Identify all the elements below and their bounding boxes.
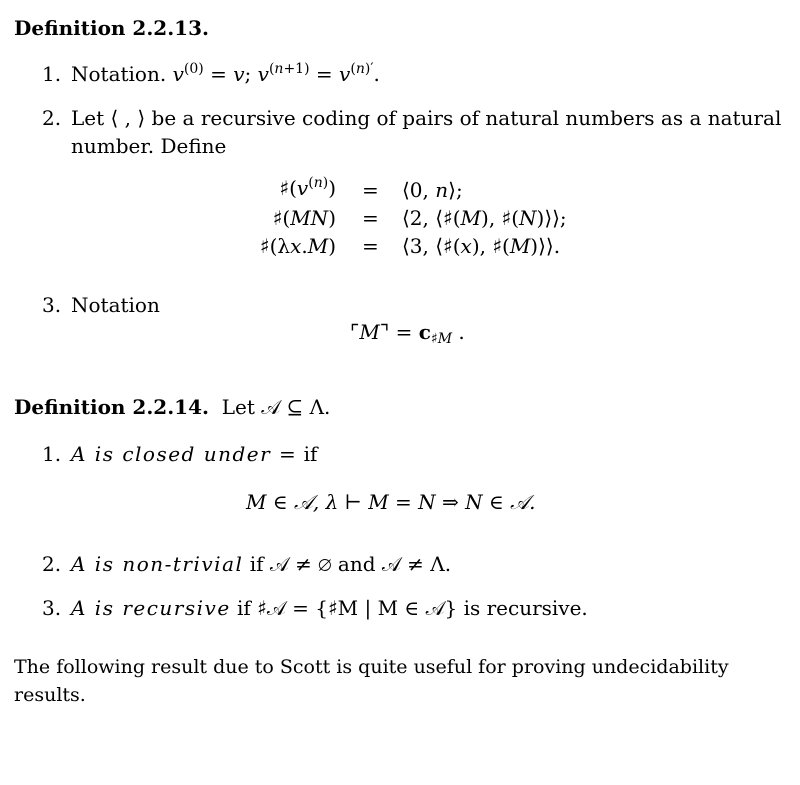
item-3-number: 3.: [42, 293, 62, 317]
item-2-line1: Let ⟨ , ⟩ be a recursive coding of pairs of natural numbers as a natural: [71, 106, 782, 130]
def2-item-3-number: 3.: [42, 596, 62, 620]
definition-2-2-14-heading: [14, 397, 330, 417]
closure-display-formula: M ∈ 𝒜, λ ⊢ M = N ⇒ N ∈ 𝒜.: [246, 490, 536, 514]
eq-row-1-rhs: ⟨0, n⟩;: [402, 178, 463, 202]
item-2-line2: number. Define: [71, 134, 227, 158]
item-2-number: 2.: [42, 106, 62, 130]
item-1-number: 1.: [42, 62, 62, 86]
item-3-text: Notation: [71, 293, 160, 317]
def2-item-1-number: 1.: [42, 442, 62, 466]
eq-row-3-lhs: ♯(λx.M): [259, 234, 336, 258]
non-trivial-rest: if 𝒜 ≠ ∅ and 𝒜 ≠ Λ.: [249, 552, 452, 576]
def2-item-3-text: [71, 598, 588, 618]
def2-item-2-text: [71, 554, 451, 574]
eq-row-1-lhs: $♯(v^{(n)})$: [279, 175, 336, 200]
closed-under-term: A is closed under =: [71, 442, 298, 466]
notation-lead: Notation.: [71, 62, 167, 86]
eq-row-2-lhs: ♯(MN): [272, 206, 336, 230]
recursive-term: A is recursive: [71, 596, 231, 620]
eq-row-2-rhs: ⟨2, ⟨♯(M), ♯(N)⟩⟩;: [402, 206, 567, 230]
closing-line-2: results.: [14, 684, 86, 706]
recursive-rest: if ♯𝒜 = {♯M | M ∈ 𝒜} is recursive.: [237, 596, 588, 620]
definition-2-2-14-label: Definition 2.2.14.: [14, 395, 209, 419]
closed-under-rest: if: [303, 442, 318, 466]
closing-line-1: The following result due to Scott is quite useful for proving undecidability: [14, 656, 729, 678]
eq-row-3-rhs: ⟨3, ⟨♯(x), ♯(M)⟩⟩.: [402, 234, 561, 258]
eq-row-3-eq: =: [362, 234, 379, 258]
non-trivial-term: A is non-trivial: [71, 552, 244, 576]
def2-item-2-number: 2.: [42, 552, 62, 576]
definition-2-2-14-intro: Let 𝒜 ⊆ Λ.: [221, 395, 331, 419]
eq-row-1-eq: =: [362, 178, 379, 202]
definition-2-2-13-heading: Definition 2.2.13.: [14, 16, 209, 40]
eq-row-2-eq: =: [362, 206, 379, 230]
quote-formula: ⌜M⌝ = $c_{♯M}$ .: [350, 320, 465, 347]
def2-item-1-text: [71, 444, 317, 464]
notation-statement: Notation. $v^{(0)} = v$; $v^{(n+1)} = v^{(n)'}$.: [71, 61, 380, 86]
